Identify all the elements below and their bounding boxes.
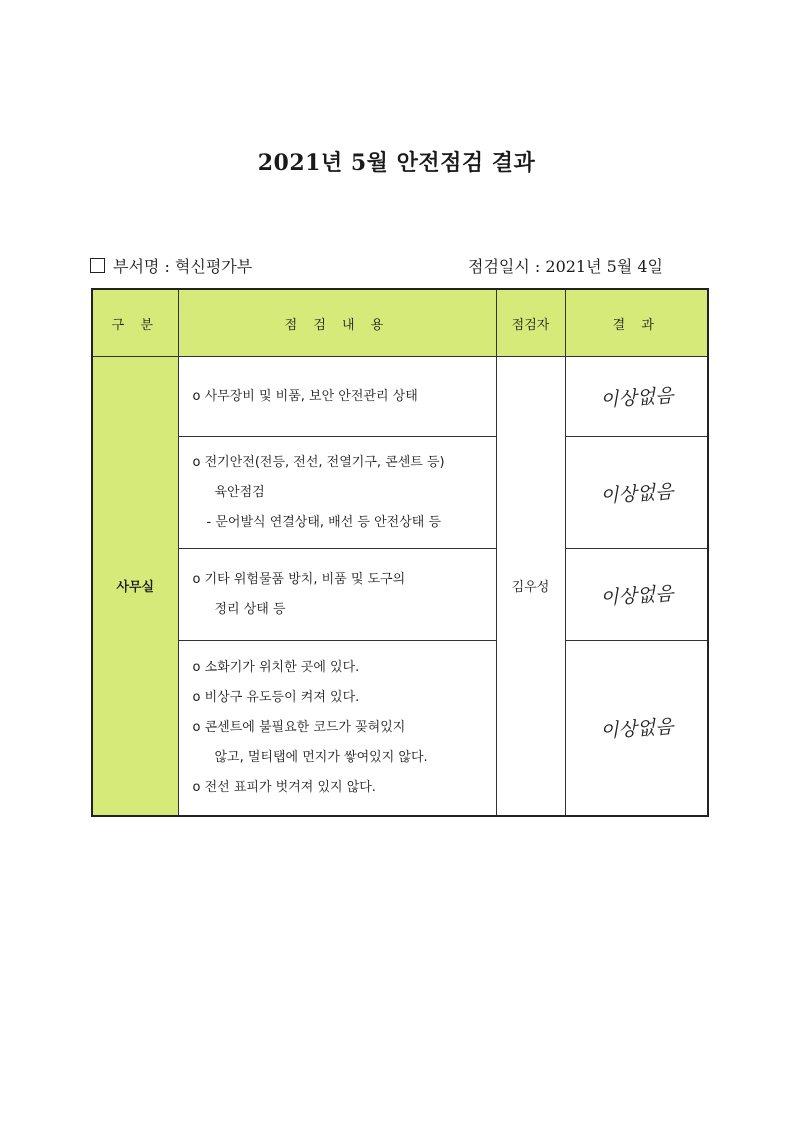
header-result: 결 과: [565, 289, 708, 357]
department-label: 부서명 : 혁신평가부: [113, 257, 253, 276]
header-category: 구 분: [92, 289, 178, 357]
inspection-table: [91, 288, 709, 817]
table-row: [92, 641, 708, 816]
content-line: o 비상구 유도등이 켜져 있다.: [192, 689, 360, 705]
result-cell: [565, 357, 708, 437]
content-cell: [178, 549, 496, 641]
result-signature: 이상없음: [598, 715, 674, 743]
department-line: [90, 254, 252, 277]
content-line: o 소화기가 위치한 곳에 있다.: [192, 659, 360, 675]
table-header-row: [92, 289, 708, 357]
content-line: 정리 상태 등: [214, 601, 286, 617]
table-row: [92, 357, 708, 437]
content-line: - 문어발식 연결상태, 배선 등 안전상태 등: [206, 514, 442, 530]
header-content: 점 검 내 용: [178, 289, 496, 357]
table-row: [92, 549, 708, 641]
result-cell: [565, 641, 708, 816]
result-cell: [565, 549, 708, 641]
result-cell: [565, 437, 708, 549]
result-signature: 이상없음: [598, 582, 674, 610]
result-signature: 이상없음: [598, 480, 674, 508]
content-line: 않고, 멀티탭에 먼지가 쌓여있지 않다.: [214, 749, 428, 765]
checkbox-icon: [90, 258, 105, 273]
result-signature: 이상없음: [598, 384, 674, 412]
content-line: o 전기안전(전등, 전선, 전열기구, 콘센트 등): [192, 454, 445, 470]
table-row: [92, 437, 708, 549]
content-cell: [178, 641, 496, 816]
header-inspector: 점검자: [496, 289, 565, 357]
category-cell: 사무실: [92, 357, 178, 816]
content-cell: [178, 357, 496, 437]
content-line: o 사무장비 및 비품, 보안 안전관리 상태: [192, 388, 418, 404]
inspector-cell: 김우성: [496, 357, 565, 816]
content-line: o 전선 표피가 벗겨져 있지 않다.: [192, 779, 376, 795]
inspection-date: 점검일시 : 2021년 5월 4일: [468, 257, 664, 276]
content-line: o 기타 위험물품 방치, 비품 및 도구의: [192, 571, 406, 587]
page-title: 2021년 5월 안전점검 결과: [257, 150, 536, 176]
content-cell: [178, 437, 496, 549]
content-line: o 콘센트에 불필요한 코드가 꽂혀있지: [192, 719, 406, 735]
content-line: 육안점검: [214, 484, 265, 500]
